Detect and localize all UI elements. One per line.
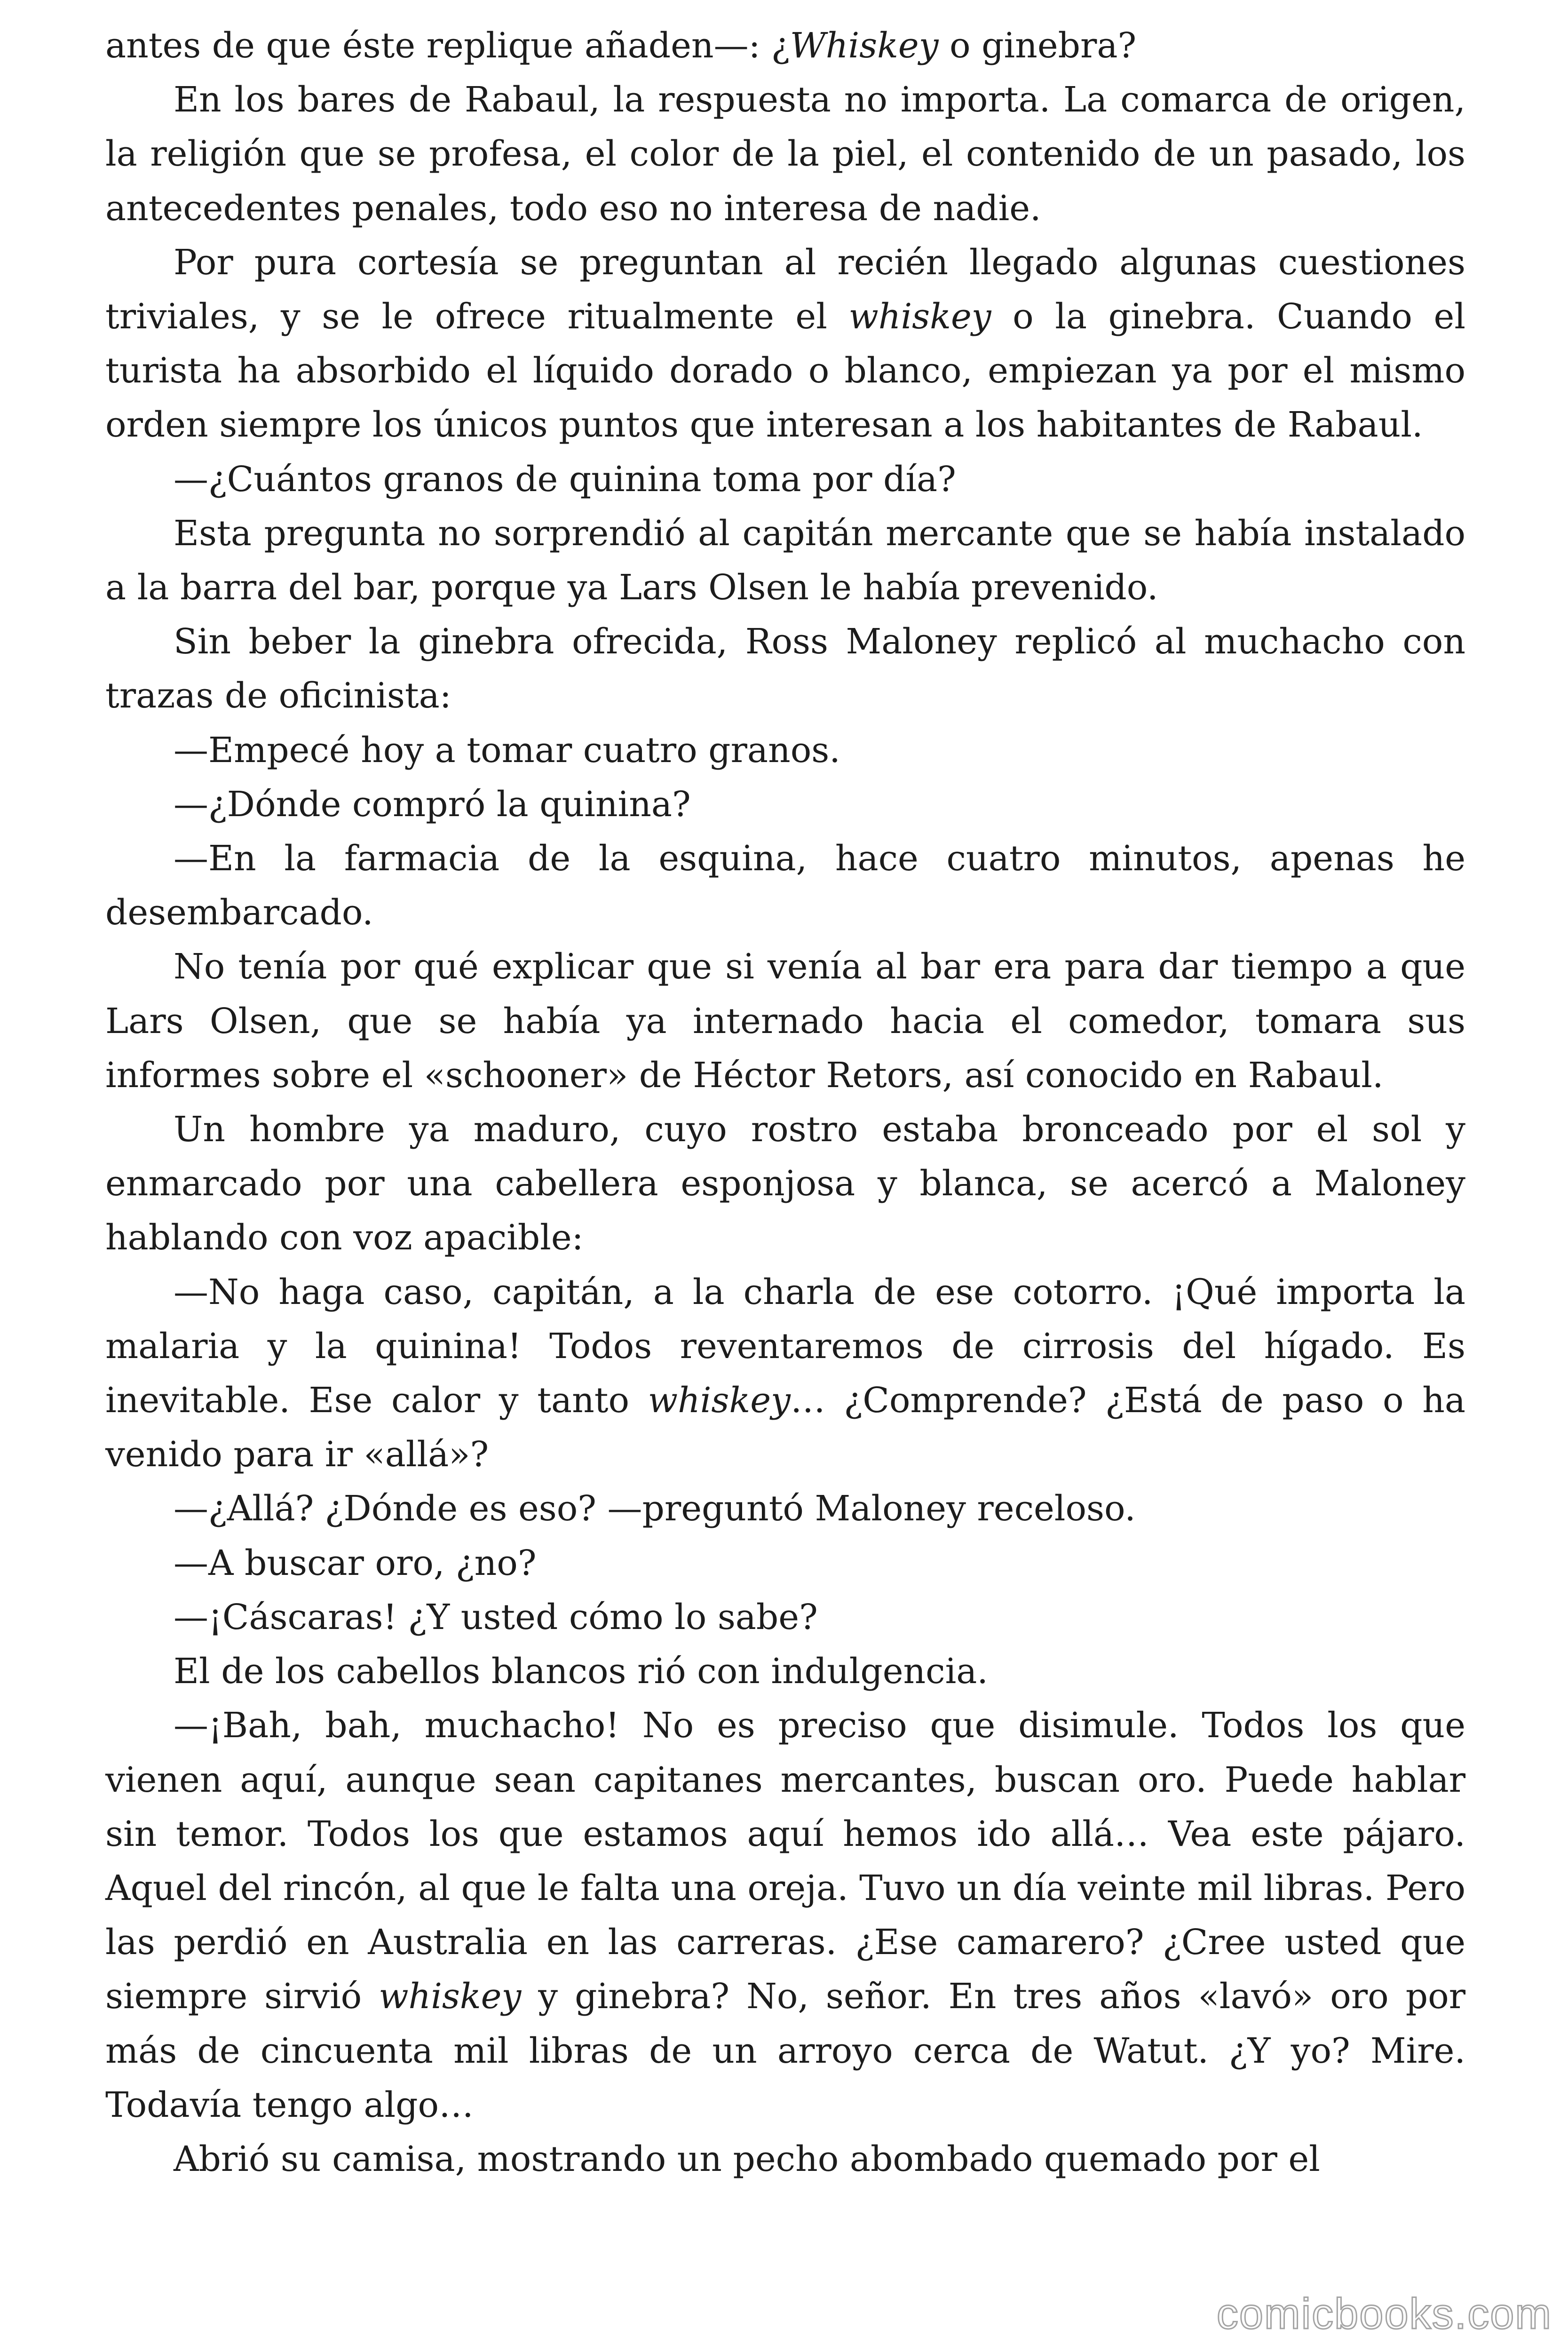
text-run: El de los cabellos blancos rió con indulgencia. [174, 1651, 988, 1692]
paragraph [105, 1590, 1465, 1645]
paragraph [105, 615, 1465, 723]
paragraph [105, 832, 1465, 940]
paragraph [105, 778, 1465, 832]
text-run: No tenía por qué explicar que si venía al bar era para dar tiempo a que Lars Olsen, que se había ya internado hacia el comedor, tomara sus informes sobre el «schooner» de Héctor Retors, así conocido en Rabaul. [105, 946, 1465, 1096]
paragraph [105, 1645, 1465, 1699]
watermark: comicbooks.com [1216, 2290, 1552, 2338]
text-run: En los bares de Rabaul, la respuesta no importa. La comarca de origen, la religión que se profesa, el color de la piel, el contenido de un pasado, los antecedentes penales, todo eso no interesa de nadie. [105, 79, 1465, 229]
text-run: Por pura cortesía se preguntan al recién llegado algunas cuestiones triviales, y se le ofrece ritualmente el [105, 242, 1465, 337]
text-run: o ginebra? [938, 25, 1137, 66]
italic-run: whiskey [648, 1380, 791, 1421]
text-run: —No haga caso, capitán, a la charla de ese cotorro. ¡Qué importa la malaria y la quinina! Todos reventaremos de cirrosis del hígado. Es inevitable. Ese calor y tanto [105, 1271, 1465, 1421]
italic-run: Whiskey [790, 25, 939, 66]
paragraph [105, 2132, 1465, 2186]
text-run: —¡Cáscaras! ¿Y usted cómo lo sabe? [174, 1597, 818, 1637]
text-run: —¿Allá? ¿Dónde es eso? —preguntó Maloney receloso. [174, 1488, 1136, 1529]
text-run: —A buscar oro, ¿no? [174, 1542, 537, 1583]
text-run: Abrió su camisa, mostrando un pecho abombado quemado por el [174, 2138, 1320, 2179]
text-run: Esta pregunta no sorprendió al capitán mercante que se había instalado a la barra del bar, porque ya Lars Olsen le había prevenido. [105, 513, 1465, 608]
paragraph [105, 940, 1465, 1103]
paragraph [105, 73, 1465, 236]
paragraph [105, 1482, 1465, 1536]
text-run: —¡Bah, bah, muchacho! No es preciso que disimule. Todos los que vienen aquí, aunque sean capitanes mercantes, buscan oro. Puede hablar sin temor. Todos los que estamos aquí hemos ido allá… Vea este pájaro. Aquel del rincón, al que le falta una oreja. Tuvo un día veinte mil libras. Pero las perdió en Australia en las carreras. ¿Ese camarero? ¿Cree usted que siempre sirvió [105, 1705, 1465, 2017]
paragraph [105, 723, 1465, 778]
paragraph [105, 1103, 1465, 1265]
text-run: —Empecé hoy a tomar cuatro granos. [174, 730, 840, 771]
italic-run: whiskey [379, 1976, 522, 2017]
paragraph [105, 19, 1465, 73]
paragraph [105, 1265, 1465, 1482]
text-run: … ¿Comprende? ¿Está de paso o ha venido para ir «allá»? [105, 1380, 1465, 1475]
text-run: Sin beber la ginebra ofrecida, Ross Maloney replicó al muchacho con trazas de oficinista: [105, 621, 1465, 716]
text-run: —En la farmacia de la esquina, hace cuatro minutos, apenas he desembarcado. [105, 838, 1465, 933]
text-run: —¿Dónde compró la quinina? [174, 784, 691, 825]
text-run: —¿Cuántos granos de quinina toma por día? [174, 459, 956, 500]
paragraph [105, 1699, 1465, 2132]
paragraph [105, 236, 1465, 453]
text-run: y ginebra? No, señor. En tres años «lavó» oro por más de cincuenta mil libras de un arroyo cerca de Watut. ¿Y yo? Mire. Todavía tengo algo… [105, 1976, 1465, 2125]
page-text [105, 19, 1465, 2186]
text-run: Un hombre ya maduro, cuyo rostro estaba bronceado por el sol y enmarcado por una cabellera esponjosa y blanca, se acercó a Maloney hablando con voz apacible: [105, 1109, 1465, 1258]
italic-run: whiskey [848, 296, 991, 337]
text-run: o la ginebra. Cuando el turista ha absorbido el líquido dorado o blanco, empiezan ya por el mismo orden siempre los únicos puntos que interesan a los habitantes de Rabaul. [105, 296, 1466, 445]
paragraph [105, 507, 1465, 615]
paragraph [105, 453, 1465, 507]
paragraph [105, 1536, 1465, 1590]
text-run: antes de que éste replique añaden—: ¿ [105, 25, 790, 66]
